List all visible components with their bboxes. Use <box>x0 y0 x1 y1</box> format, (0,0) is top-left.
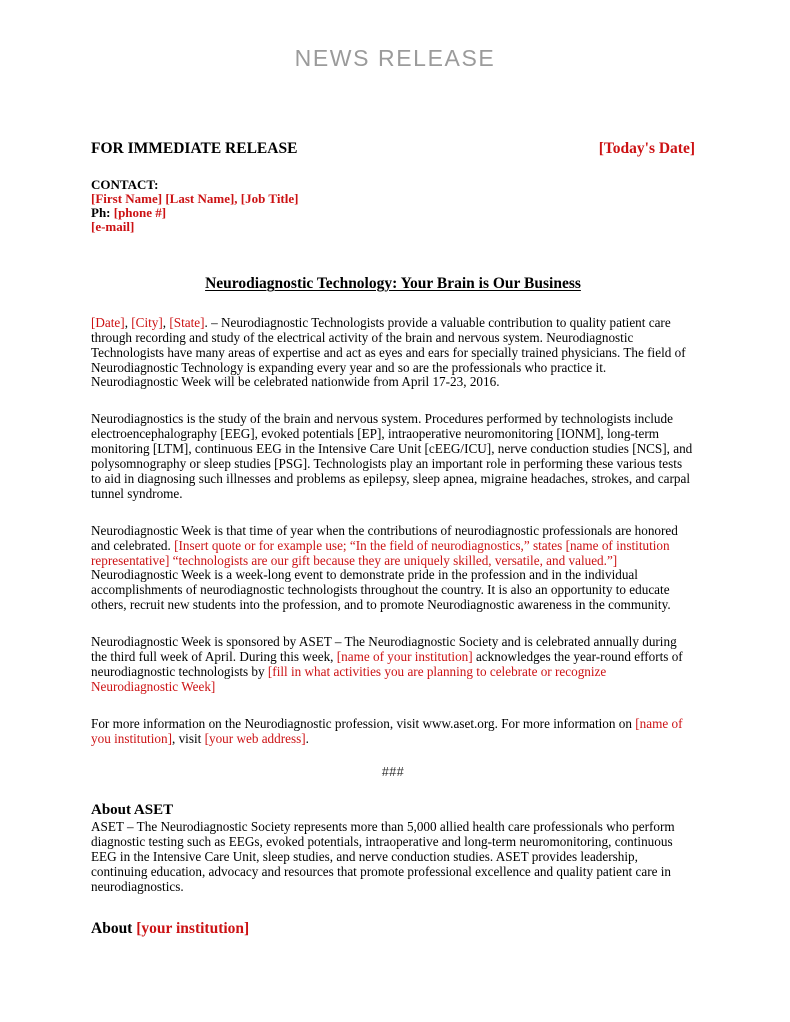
paragraph-5-mid: , visit <box>171 730 205 746</box>
paragraph-3-text <box>91 524 695 613</box>
about-aset-heading: About ASET <box>91 801 174 818</box>
contact-name-placeholder: [First Name] [Last Name], [Job Title] <box>91 190 299 206</box>
contact-phone-line <box>91 206 695 220</box>
paragraph-3-tail: Neurodiagnostic Week is a week-long event to demonstrate pride in the profession and in the individual accomplishments of neurodiagnostic technologists throughout the country. It is also an opportunity to educate others, recruit new students into the profession, and to promote Neurodiagnostic awareness in the community. <box>91 567 671 613</box>
paragraph-4-mid: acknowledges the year-round efforts of neurodiagnostic technologists by <box>91 649 683 679</box>
paragraph-4-institution-placeholder: [name of your institution] <box>336 649 473 665</box>
paragraph-4-lead: Neurodiagnostic Week is sponsored by ASET – The Neurodiagnostic Society and is celebrated annually during the third full week of April. During this week, <box>91 634 677 665</box>
dateline-separator-2: , <box>162 314 170 330</box>
paragraph-4-text <box>91 635 695 695</box>
contact-email-placeholder: [e-mail] <box>91 219 135 235</box>
paragraph-3-quote-placeholder: [Insert quote or for example use; “In the field of neurodiagnostics,” states [name of institution representative] “technologists are our gift because they are uniquely skilled, versatile, and valued.”] <box>91 537 670 568</box>
paragraph-1-text <box>91 316 695 391</box>
about-institution-heading <box>91 919 695 938</box>
paragraph-4 <box>91 635 695 695</box>
dateline-state-placeholder: [State] <box>169 314 205 330</box>
paragraph-3 <box>91 524 695 613</box>
masthead-title: NEWS RELEASE <box>294 45 496 71</box>
paragraph-1 <box>91 316 695 391</box>
about-aset-body: ASET – The Neurodiagnostic Society represents more than 5,000 allied health care professionals who perform diagnostic testing such as EEGs, evoked potentials, intraoperative and long-term neuromonitoring, continuous EEG in the Intensive Care Unit, sleep studies, and nerve conduction studies. ASET provides leadership, continuing education, advocacy and resources that promote professional excellence and quality patient care in neurodiagnostics. <box>91 819 675 894</box>
masthead <box>0 46 790 71</box>
paragraph-3-lead: Neurodiagnostic Week is that time of year when the contributions of neurodiagnostic professionals are honored and celebrated. <box>91 522 678 553</box>
contact-phone-placeholder: [phone #] <box>113 205 167 220</box>
paragraph-2 <box>91 412 695 501</box>
paragraph-5-tail: . <box>305 730 309 746</box>
document-content <box>91 140 695 938</box>
paragraph-1-body: . – Neurodiagnostic Technologists provide a valuable contribution to quality patient care through recording and study of the electrical activity of the brain and nervous system. Neurodiagnostic Technologists have many areas of expertise and act as eyes and ears for specially trained physicians. The field of Neurodiagnostic Technology is expanding every year and so are the professionals who practice it. Neurodiagnostic Week will be celebrated nationwide from April 17-23, 2016. <box>91 314 686 390</box>
contact-phone-label: Ph: <box>91 205 114 220</box>
about-institution-heading-prefix: About <box>91 919 137 937</box>
paragraph-5-lead: For more information on the Neurodiagnostic profession, visit www.aset.org. For more information on <box>91 715 636 731</box>
headline <box>91 274 695 293</box>
paragraph-5 <box>91 717 695 747</box>
release-date-placeholder: [Today's Date] <box>598 140 695 157</box>
headline-text: Neurodiagnostic Technology: Your Brain is Our Business <box>205 275 581 293</box>
dateline-date-placeholder: [Date] <box>91 314 125 330</box>
paragraph-5-web-address-placeholder: [your web address] <box>204 730 306 746</box>
contact-label: CONTACT: <box>91 176 159 192</box>
paragraph-2-text: Neurodiagnostics is the study of the brain and nervous system. Procedures performed by technologists include electroencephalography [EEG], evoked potentials [EP], intraoperative neuromonitoring [IONM], long-term monitoring [LTM], continuous EEG in the Intensive Care Unit [cEEG/ICU], nerve conduction studies [NCS], and polysomnography or sleep studies [PSG]. Technologists play an important role in performing these various tests to aid in diagnosing such illnesses and problems as epilepsy, sleep apnea, migraine headaches, strokes, and carpal tunnel syndrome. <box>91 411 693 501</box>
paragraph-5-text <box>91 717 695 747</box>
paragraph-5-institution-placeholder: [name of you institution] <box>91 715 683 746</box>
about-institution-placeholder: [your institution] <box>136 919 250 937</box>
dateline-separator-1: , <box>124 314 132 330</box>
paragraph-4-activities-placeholder: [fill in what activities you are planning to celebrate or recognize Neurodiagnostic Week] <box>91 664 607 694</box>
for-immediate-release-label: FOR IMMEDIATE RELEASE <box>91 140 298 157</box>
release-row <box>91 140 695 159</box>
contact-block <box>91 178 695 235</box>
dateline-city-placeholder: [City] <box>131 314 163 330</box>
end-marker: ### <box>381 764 405 779</box>
